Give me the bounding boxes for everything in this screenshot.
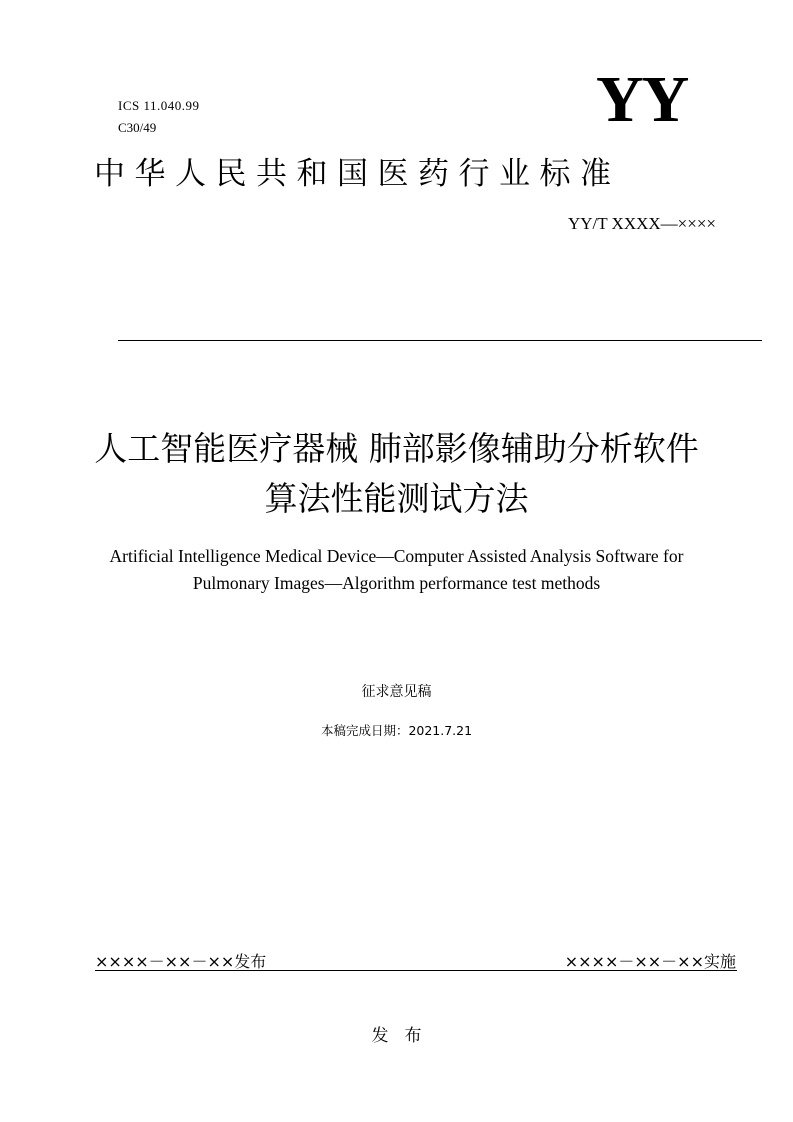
document-title-english — [60, 543, 733, 597]
title-chinese-line-2: 算法性能测试方法 — [264, 479, 529, 518]
standard-organization-title: 中华人民共和国医药行业标准 — [94, 156, 621, 192]
release-date: ××××－××－××发布 — [95, 952, 267, 971]
implement-date: ××××－××－××实施 — [564, 952, 736, 971]
title-english-line-2: Pulmonary Images—Algorithm performance test methods — [192, 573, 601, 593]
document-title-chinese — [40, 424, 753, 524]
ccs-code: C30/49 — [118, 120, 157, 135]
ics-code: ICS 11.040.99 — [118, 98, 200, 113]
yy-logo: YY — [596, 63, 688, 136]
publisher-label: 发布 — [371, 1026, 438, 1046]
header-divider — [118, 340, 762, 341]
draft-label: 征求意见稿 — [361, 684, 432, 700]
title-english-line-1: Artificial Intelligence Medical Device—Computer Assisted Analysis Software for — [109, 546, 684, 566]
completion-date: 本稿完成日期：2021.7.21 — [320, 723, 473, 738]
standard-number: YY/T XXXX—×××× — [567, 214, 716, 233]
footer-divider — [95, 970, 737, 971]
title-chinese-line-1: 人工智能医疗器械 肺部影像辅助分析软件 — [94, 429, 699, 468]
